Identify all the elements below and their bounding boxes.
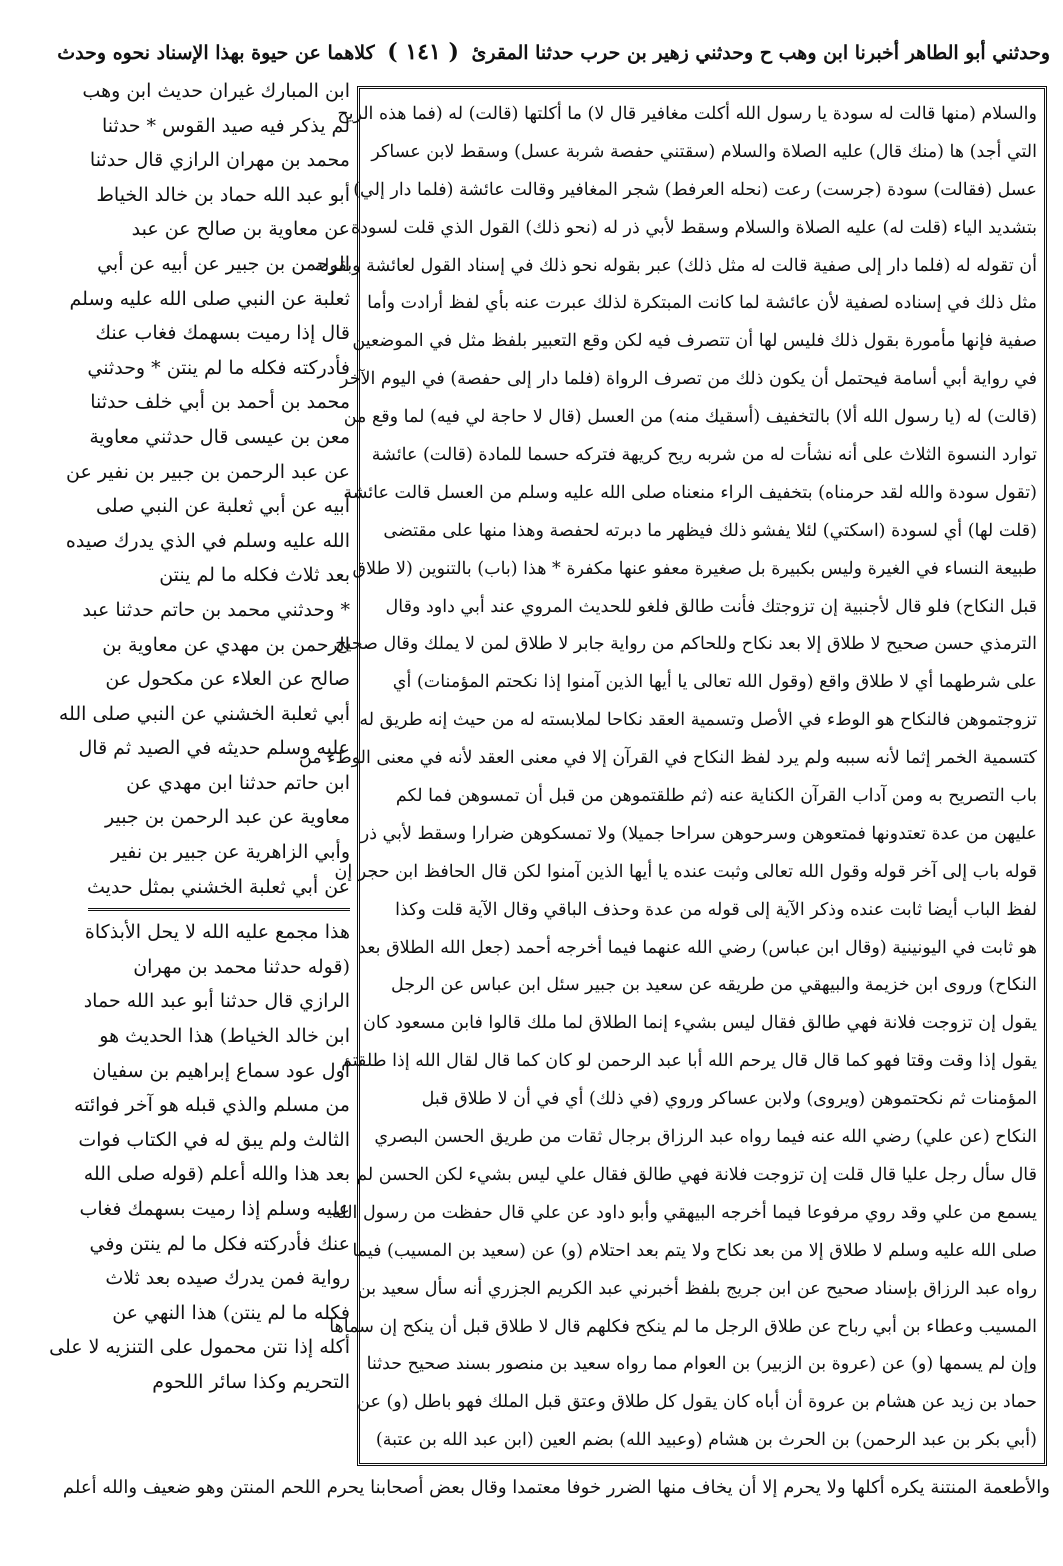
side-commentary-line: رواية فمن يدرك صيده بعد ثلاث <box>105 1267 350 1290</box>
side-text-line: الله عليه وسلم في الذي يدرك صيده <box>65 529 350 552</box>
main-text-line: عليهن من عدة تعتدونها فمتعوهن وسرحوهن سراحا جميلا) ولا تمسكوهن ضرارا وسقط لأبي ذر <box>360 823 1037 844</box>
side-text-line: محمد بن أحمد بن أبي خلف حدثنا <box>90 391 350 414</box>
page-footer <box>62 1468 1050 1508</box>
header-right-text: كلاهما عن حيوة بهذا الإسناد نحوه وحدث <box>57 42 375 64</box>
side-text-line: لم يذكر فيه صيد القوس * حدثنا <box>101 114 350 137</box>
main-text-line: قبل النكاح) فلو قال لأجنبية إن تزوجتك فأنت طالق فلغو للحديث المروي عند أبي داود وقال <box>385 596 1037 617</box>
main-text-line: النكاح (عن علي) رضي الله عنه فيما رواه عبد الرزاق برجال ثقات من طريق الحسن البصري <box>374 1127 1037 1148</box>
side-text-line: قال إذا رميت بسهمك فغاب عنك <box>95 322 350 345</box>
main-text-line: المسيب وعطاء بن أبي رباح عن طلاق الرجل ما لم ينكح فكلهم قال لا طلاق قبل أن ينكح إن سماها <box>329 1316 1037 1337</box>
main-text-line: باب التصريح به ومن آداب القرآن الكناية عنه (ثم طلقتموهن من قبل أن تمسوهن فما لكم <box>395 786 1037 807</box>
side-text-line: * وحدثني محمد بن حاتم حدثنا عبد <box>82 598 350 621</box>
side-text-line: أبو عبد الله حماد بن خالد الخياط <box>96 183 350 206</box>
side-text-line: الرحمن بن جبير عن أبيه عن أبي <box>97 252 350 275</box>
main-text-line: عسل (فقالت) سودة (جرست) رعت (نحله العرفط) شجر المغافير وقالت عائشة (فلما دار إلي) <box>353 179 1037 200</box>
main-text-line: يقول إذا وقت وقتا فهو كما قال قال يرحم الله أبا عبد الرحمن لو كان كما قال لقال الله إذا طلقتم <box>341 1051 1037 1072</box>
side-commentary-line: هذا مجمع عليه الله لا يحل الأبذكاة <box>84 921 350 944</box>
main-text-line: المؤمنات ثم نكحتموهن (ويروى) ولابن عساكر وروي (في ذلك) أي في أن لا طلاق قبل <box>421 1089 1037 1110</box>
main-text-line: صفية فإنها مأمورة بقول ذلك فليس لها أن تتصرف فيه لكن وقع التعبير بلفظ مثل في الموضعين <box>352 331 1037 352</box>
side-commentary-line: عليه وسلم إذا رميت بسهمك فغاب <box>79 1198 350 1220</box>
main-text-line: يسمع من علي وقد روي مرفوعا فيما أخرجه البيهقي وأبو داود عن علي قال حفظت من رسول الله <box>332 1202 1037 1223</box>
main-text-line: (أبي بكر بن عبد الرحمن) بن الحرث بن هشام (وعبيد الله) بضم العين (ابن عبد الله بن عتبة) <box>375 1430 1037 1451</box>
side-divider <box>88 908 350 911</box>
side-commentary-line: الرازي قال حدثنا أبو عبد الله حماد <box>83 990 350 1013</box>
header-left-text: وحدثني أبو الطاهر أخبرنا ابن وهب ح وحدثني زهير بن حرب حدثنا المقرئ <box>471 42 1050 64</box>
main-text-line: صلى الله عليه وسلم لا طلاق إلا من بعد نكاح ولا يتم بعد احتلام (و) عن (سعيد بن المسيب) فيما <box>352 1240 1037 1261</box>
main-text-line: (قلت لها) أي لسودة (اسكتي) لئلا يفشو ذلك فيظهر ما دبرته لحفصة وهذا منها على مقتضى <box>383 520 1037 541</box>
side-commentary-line: (قوله حدثنا محمد بن مهران <box>133 955 350 978</box>
side-commentary-line: فكله ما لم ينتن) هذا النهي عن <box>112 1301 350 1324</box>
main-text-line: وإن لم يسمها (و) عن (عروة بن الزبير) بن العوام مما رواه سعيد بن منصور بسند صحيح حدثنا <box>366 1354 1037 1375</box>
main-text-line: (قالت) له (يا رسول الله ألا) بالتخفيف (أسقيك منه) من العسل (قال لا حاجة لي فيه) لما وقع من <box>343 407 1037 428</box>
side-commentary-line: عنك فأدركته فكل ما لم ينتن وفي <box>89 1232 350 1255</box>
main-text-line: طبيعة النساء في الغيرة وليس بكبيرة بل صغيرة معفو عنها مكفرة * هذا (باب) بالتنوين (لا طلاق <box>352 558 1037 579</box>
side-text-line: ابن المبارك غيران حديث ابن وهب <box>82 80 350 102</box>
footer-text: والأطعمة المنتنة يكره أكلها ولا يحرم إلا أن يخاف منها الضرر خوفا معتمدا وقال بعض أصحابنا يحرم اللحم المنتن وهو ضعيف والله أعلم <box>62 1477 1050 1498</box>
side-text-line: عن أبي ثعلبة الخشني بمثل حديث <box>87 875 350 898</box>
side-commentary-line: من مسلم والذي قبله هو آخر فوائته <box>73 1094 350 1117</box>
side-text-line: ثعلبة عن النبي صلى الله عليه وسلم <box>69 287 350 310</box>
side-text-line: صالح عن العلاء عن مكحول عن <box>105 668 350 691</box>
side-text-line: معن بن عيسى قال حدثني معاوية <box>89 425 350 448</box>
main-text-line: بتشديد الياء (قلت له) عليه الصلاة والسلام وسقط لأبي ذر له (نحو ذلك) القول الذي قلت لسودة <box>350 217 1037 238</box>
main-text-line: هو ثابت في اليونينية (وقال ابن عباس) رضي الله عنهما فيما أخرجه أحمد (جعل الله الطلاق بعد <box>358 937 1037 958</box>
main-text-line: قوله باب إلى آخر قوله وقول الله تعالى وثبت عنده يا أيها الذين آمنوا لكن قال الحافظ ابن حجر إن <box>334 861 1037 882</box>
main-text-line: توارد النسوة الثلاث على أنه نشأت له من شربه ريح كريهة فتركه حسما للمادة (قالت) عائشة <box>371 445 1037 466</box>
side-text-line: محمد بن مهران الرازي قال حدثنا <box>89 149 350 172</box>
main-text-line: التي أجد) ها (منك قال) عليه الصلاة والسلام (سقتني حفصة شربة عسل) وسقط لابن عساكر <box>371 141 1037 162</box>
side-text-line: عن معاوية بن صالح عن عبد <box>131 218 350 241</box>
main-text-line: الترمذي حسن صحيح لا طلاق إلا بعد نكاح وللحاكم من رواية جابر لا طلاق لمن لا يملك وقال صحيح <box>335 634 1037 655</box>
main-text-line: على شرطهما أي لا طلاق واقع (وقول الله تعالى يا أيها الذين آمنوا إذا نكحتم المؤمنات) أي <box>392 672 1037 693</box>
main-text-line: في رواية أبي أسامة فيحتمل أن يكون ذلك من تصرف الرواة (فلما دار إلى حفصة) في اليوم الآخر <box>340 369 1037 390</box>
side-commentary-line: الثالث ولم يبق له في الكتاب فوات <box>78 1128 350 1151</box>
side-text-line: أبي ثعلبة الخشني عن النبي صلى الله <box>58 702 350 725</box>
main-text-line: مثل ذلك في إسناده لصفية لأن عائشة لما كانت المبتكرة لذلك عبرت عنه بأي لفظ أرادت وأما <box>367 293 1037 314</box>
side-commentary-line: التحريم وكذا سائر اللحوم <box>152 1370 350 1393</box>
main-text-line: يقول إن تزوجت فلانة فهي طالق فقال ليس بشيء إنما الطلاق لما ملك قالوا فابن مسعود كان <box>363 1013 1037 1034</box>
main-text-line: رواه عبد الرزاق بإسناد صحيح عن ابن جريج بلفظ أخبرني عبد الكريم الجزري أنه سأل سعيد بن <box>357 1278 1037 1299</box>
main-text-line: أن تقوله له (فلما دار إلى صفية قالت له مثل ذلك) عبر بقوله نحو ذلك في إسناد القول لعائشة وبقوله <box>314 255 1037 276</box>
side-text-line: فأدركته فكله ما لم ينتن * وحدثني <box>87 356 350 379</box>
main-text-line: حماد بن زيد عن هشام بن عروة أن أباه كان يقول كل طلاق وعتق قبل الملك فهو باطل (و) عن <box>357 1392 1037 1413</box>
main-text-line: كتسمية الخمر إثما لأنه سببه ولم يرد لفظ النكاح في القرآن إلا في معنى العقد لأنه في معنى الوطء من <box>298 748 1037 769</box>
page-header <box>20 32 1050 72</box>
side-commentary-line: ابن خالد الخياط) هذا الحديث هو <box>99 1025 350 1048</box>
side-text-line: بعد ثلاث فكله ما لم ينتن <box>159 564 350 587</box>
side-commentary-line: أكله إذا نتن محمول على التنزيه لا على <box>49 1336 350 1359</box>
side-text-line: معاوية عن عبد الرحمن بن جبير <box>104 806 350 829</box>
side-commentary-line: بعد هذا والله أعلم (قوله صلى الله <box>83 1163 350 1186</box>
main-text-line: قال سأل رجل عليا قال قلت إن تزوجت فلانة فهي طالق فقال علي ليس بشيء لكن الحسن لم <box>356 1164 1037 1185</box>
side-commentary-line: أول عود سماع إبراهيم بن سفيان <box>92 1059 350 1082</box>
main-text-line: والسلام (منها قالت له سودة يا رسول الله أكلت مغافير قال لا) ما أكلتها (قالت) له (فما هذه الريح <box>337 104 1037 124</box>
main-column <box>298 96 1037 1460</box>
side-text-line: عن عبد الرحمن بن جبير بن نفير عن <box>66 460 350 483</box>
side-text-line: وأبي الزاهرية عن جبير بن نفير <box>111 841 350 864</box>
main-text-line: (تقول سودة والله لقد حرمناه) بتخفيف الراء منعناه صلى الله عليه وسلم من العسل قالت عائشة <box>343 482 1037 503</box>
side-text-line: عليه وسلم حديثه في الصيد ثم قال <box>78 737 350 760</box>
side-text-line: أبيه عن أبي ثعلبة عن النبي صلى <box>95 495 350 518</box>
main-text-line: لفظ الباب أيضا ثابت عنده وذكر الآية إلى قوله من عدة وحذف الباقي وقال الآية قلت وكذا <box>395 899 1037 920</box>
main-text-line: النكاح) وروى ابن خزيمة والبيهقي من طريقه عن سعيد بن جبير سئل ابن عباس عن الرجل <box>391 975 1037 996</box>
side-text-line: ابن حاتم حدثنا ابن مهدي عن <box>126 771 350 794</box>
main-text-line: تزوجتموهن فالنكاح هو الوطء في الأصل وتسمية العقد نكاحا لملابسته له من حيث إنه طريق له <box>359 710 1037 731</box>
page-number: ( ١٤١ ) <box>387 39 459 65</box>
side-text-line: الرحمن بن مهدي عن معاوية بن <box>102 633 350 656</box>
